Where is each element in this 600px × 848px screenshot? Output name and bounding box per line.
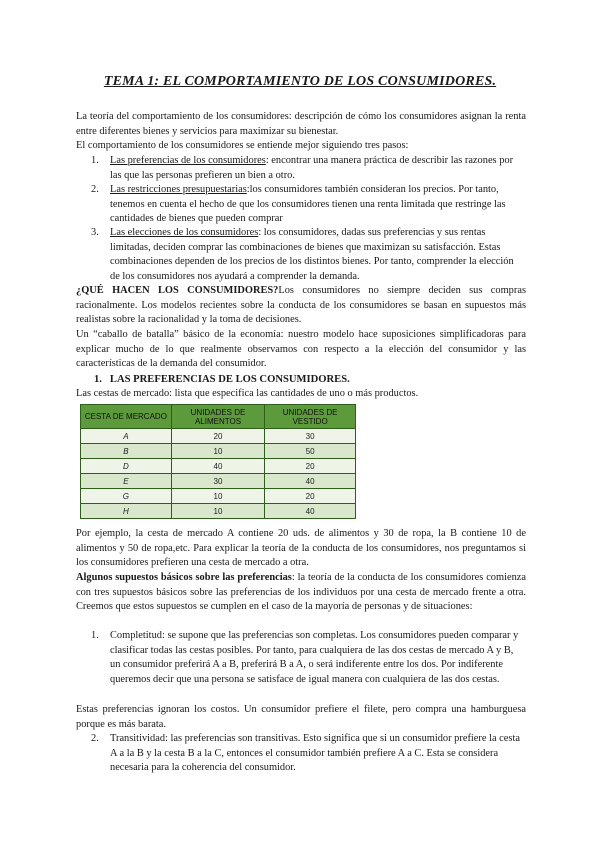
- cestas-definition: Las cestas de mercado: lista que especifica las cantidades de uno o más productos.: [76, 388, 419, 399]
- section-heading: [94, 374, 350, 385]
- table-cell: 30: [171, 474, 265, 489]
- table-header-row: [81, 405, 356, 429]
- completitud-text: Completitud: se supone que las preferencias son completas. Los consumidores pueden comparar y clasificar todas las cestas posibles. Por tanto, para cualquiera de las dos cestas de mercado A y B, un consumidor preferirá A a B, preferirá B a A, o será indiferente entre los dos. Por indiferente queremos decir que una persona se satisface de igual manera con cualquiera de las dos cestas.: [110, 630, 519, 685]
- table-row: [81, 489, 356, 504]
- step-term: Las elecciones de los consumidores: [110, 227, 259, 238]
- table-cell: 10: [171, 444, 265, 459]
- que-hacen-heading: ¿QUÉ HACEN LOS CONSUMIDORES?: [76, 285, 279, 296]
- page-title: TEMA 1: EL COMPORTAMIENTO DE LOS CONSUMIDORES.: [103, 74, 497, 89]
- table-cell: D: [81, 459, 172, 474]
- table-cell: 10: [171, 489, 265, 504]
- step-term: Las preferencias de los consumidores: [110, 155, 266, 166]
- list-item: [91, 183, 525, 227]
- table-header-cell: CESTA DE MERCADO: [81, 405, 172, 429]
- step-text: :los consumidores también consideran los precios. Por tanto, tenemos en cuenta el hecho de que los consumidores tienen una renta limitada que restringe las cantidades de bienes que pueden comprar: [110, 184, 506, 225]
- table-cell: 40: [265, 504, 356, 519]
- table-cell: 20: [265, 489, 356, 504]
- table-cell: B: [81, 444, 172, 459]
- supuestos-text: : la teoría de la conducta de los consumidores comienza con tres supuestos básicos sobre las preferencias de los individuos por una cesta de mercado frente a otra. Creemos que estos supuestos se cumplen en el caso de la mayoría de personas y de situaciones:: [76, 572, 527, 613]
- section-label: LAS PREFERENCIAS DE LOS CONSUMIDORES.: [109, 374, 350, 385]
- list-number: 2.: [91, 733, 99, 744]
- step-term: Las restricciones presupuestarias: [110, 184, 247, 195]
- market-basket-table: [80, 404, 356, 519]
- table-cell: A: [81, 429, 172, 444]
- table-cell: 20: [171, 429, 265, 444]
- table-row: [81, 459, 356, 474]
- table-row: [81, 474, 356, 489]
- table-cell: 30: [265, 429, 356, 444]
- que-hacen-paragraph: [76, 284, 526, 328]
- list-number: 1.: [91, 630, 99, 641]
- table-row: [81, 504, 356, 519]
- list-item: [91, 732, 525, 776]
- section-number: 1.: [94, 374, 102, 385]
- list-item: [91, 154, 525, 183]
- que-hacen-text: Los consumidores no siempre deciden sus compras racionalmente. Los modelos recientes sobre la conducta de los consumidores se basan en supuestos más realistas sobre la racionalidad y la toma de decisiones.: [76, 285, 526, 326]
- table-cell: 40: [171, 459, 265, 474]
- costos-paragraph: Estas preferencias ignoran los costos. Un consumidor prefiere el filete, pero compra una hamburguesa porque es más barata.: [76, 704, 526, 730]
- list-item: [91, 226, 525, 284]
- intro-paragraph: La teoría del comportamiento de los consumidores: descripción de cómo los consumidores asignan la renta entre diferentes bienes y servicios para maximizar su bienestar.: [76, 111, 526, 137]
- table-row: [81, 444, 356, 459]
- table-cell: 10: [171, 504, 265, 519]
- transitividad-text: Transitividad: las preferencias son transitivas. Esto significa que si un consumidor prefiere la cesta A a la B y la cesta B a la C, entonces el consumidor también prefiere A a C. Esta se considera necesaria para la coherencia del consumidor.: [110, 733, 520, 774]
- list-number: 3.: [91, 227, 99, 238]
- supuestos-paragraph: [76, 571, 526, 615]
- table-cell: 50: [265, 444, 356, 459]
- caballo-paragraph: Un “caballo de batalla” básico de la economía: nuestro modelo hace suposiciones simplificadoras para explicar mucho de lo que realmente observamos con respecto a la elección del consumidor y las características de la demanda del consumidor.: [76, 329, 526, 370]
- table-row: [81, 429, 356, 444]
- table-cell: G: [81, 489, 172, 504]
- supuestos-heading: Algunos supuestos básicos sobre las preferencias: [76, 572, 292, 583]
- table-header-cell: UNIDADES DE ALIMENTOS: [171, 405, 265, 429]
- table-cell: H: [81, 504, 172, 519]
- list-number: 1.: [91, 155, 99, 166]
- table-cell: 40: [265, 474, 356, 489]
- step-text: : los consumidores, dadas sus preferencias y sus rentas limitadas, deciden comprar las combinaciones de bienes que maximizan su satisfacción. Estas combinaciones dependen de los precios de los distintos bienes. Por tanto, comprender la elección de los consumidores nos ayudará a comprender la demanda.: [110, 227, 514, 282]
- intro-steps-lead: El comportamiento de los consumidores se entiende mejor siguiendo tres pasos:: [76, 140, 409, 151]
- list-number: 2.: [91, 184, 99, 195]
- ejemplo-paragraph: Por ejemplo, la cesta de mercado A contiene 20 uds. de alimentos y 30 de ropa, la B contiene 10 de alimentos y 50 de ropa,etc. Para explicar la teoría de la conducta de los consumidores, nos preguntamos si los consumidores prefieren una cesta de mercado a otra.: [76, 528, 526, 569]
- table-cell: 20: [265, 459, 356, 474]
- list-item: [91, 629, 525, 687]
- table-cell: E: [81, 474, 172, 489]
- step-text: : encontrar una manera práctica de describir las razones por las que las personas prefieren un bien a otro.: [110, 155, 514, 181]
- table-header-cell: UNIDADES DE VESTIDO: [265, 405, 356, 429]
